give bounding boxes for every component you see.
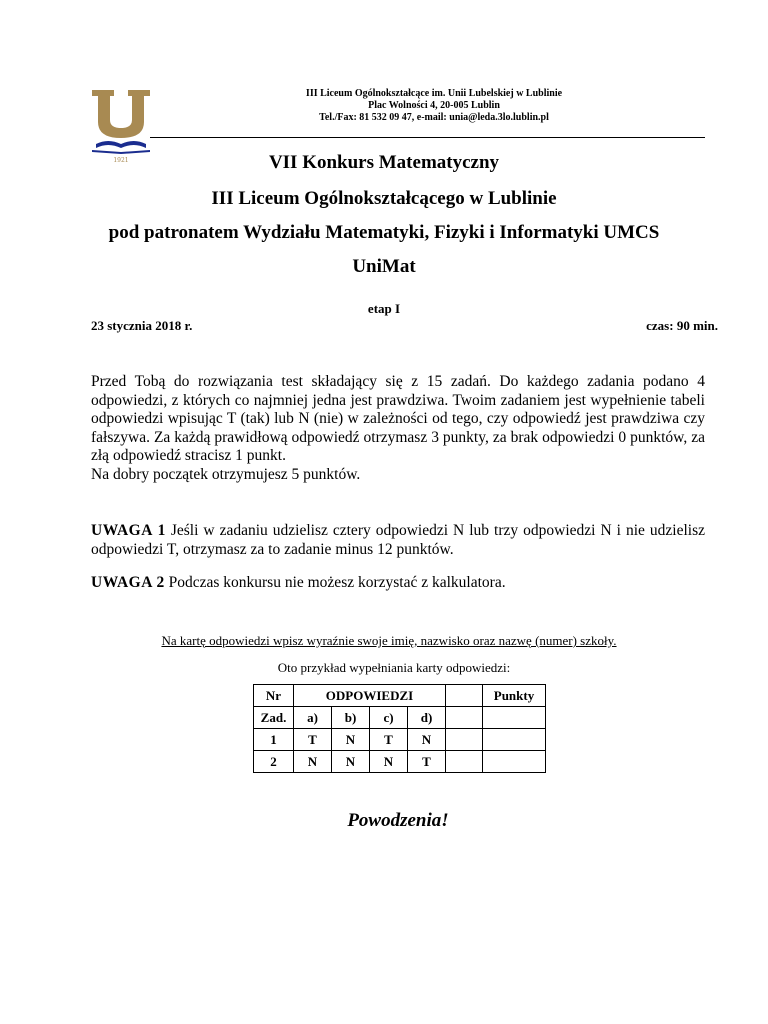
table-empty-cell [446, 685, 483, 707]
school-name: III Liceum Ogólnokształcące im. Unii Lubelskiej w Lublinie [305, 88, 563, 99]
contest-name: UniMat [352, 256, 416, 277]
table-header-row [254, 685, 546, 707]
table-subheader-a: a) [294, 707, 332, 729]
table-subheader-c: c) [370, 707, 408, 729]
school-contact: Tel./Fax: 81 532 09 47, e-mail: unia@leda.3lo.lublin.pl [319, 112, 549, 123]
table-header-points: Punkty [483, 685, 546, 707]
note-1-label: UWAGA 1 [91, 522, 166, 539]
contest-time: czas: 90 min. [646, 318, 718, 333]
note-2-label: UWAGA 2 [91, 574, 165, 591]
table-row [254, 729, 546, 751]
answer-card-instruction: Na kartę odpowiedzi wpisz wyraźnie swoje imię, nazwisko oraz nazwę (numer) szkoły. [161, 633, 617, 648]
table-cell-answer: N [332, 751, 370, 773]
table-cell-nr: 1 [254, 729, 294, 751]
answer-card-caption: Oto przykład wypełniania karty odpowiedzi: [277, 660, 511, 675]
table-empty-cell [446, 707, 483, 729]
note-2 [91, 574, 705, 593]
contest-date: 23 stycznia 2018 r. [91, 318, 193, 333]
note-1-text: Jeśli w zadaniu udzielisz cztery odpowiedzi N lub trzy odpowiedzi N i nie udzielisz odpowiedzi T, otrzymasz za to zadanie minus 12 punktów. [91, 522, 705, 558]
table-cell-answer: N [370, 751, 408, 773]
table-subheader-row [254, 707, 546, 729]
table-subheader-b: b) [332, 707, 370, 729]
table-cell-answer: T [370, 729, 408, 751]
table-header-task: Zad. [254, 707, 294, 729]
note-2-text: Podczas konkursu nie możesz korzystać z kalkulatora. [164, 574, 506, 591]
table-cell-answer: N [294, 751, 332, 773]
table-empty-cell [483, 707, 546, 729]
contest-school: III Liceum Ogólnokształcącego w Lublinie [211, 188, 557, 209]
table-empty-cell [483, 751, 546, 773]
instructions [91, 373, 705, 484]
table-subheader-d: d) [408, 707, 446, 729]
table-empty-cell [446, 729, 483, 751]
table-cell-answer: N [332, 729, 370, 751]
table-empty-cell [446, 751, 483, 773]
contest-stage: etap I [367, 301, 401, 316]
answer-card-table [253, 684, 546, 773]
good-luck-message: Powodzenia! [347, 810, 449, 831]
note-1 [91, 522, 705, 559]
instructions-start-points: Na dobry początek otrzymujesz 5 punktów. [91, 465, 361, 483]
contest-title: VII Konkurs Matematyczny [268, 152, 500, 173]
table-cell-answer: N [408, 729, 446, 751]
table-cell-answer: T [408, 751, 446, 773]
table-row [254, 751, 546, 773]
instructions-paragraph: Przed Tobą do rozwiązania test składający się z 15 zadań. Do każdego zadania podano 4 odpowiedzi, z których co najmniej jedna jest prawdziwa. Twoim zadaniem jest wypełnienie tabeli odpowiedzi wpisując T (tak) lub N (nie) w zależności od tego, czy odpowiedź jest prawdziwa czy fałszywa. Za każdą prawidłową odpowiedź otrzymasz 3 punkty, za brak odpowiedzi 0 punktów, za złą odpowiedź stracisz 1 punkt. [91, 373, 705, 464]
table-header-answers: ODPOWIEDZI [294, 685, 446, 707]
table-cell-nr: 2 [254, 751, 294, 773]
header-divider [150, 137, 705, 138]
table-empty-cell [483, 729, 546, 751]
contest-patronage: pod patronatem Wydziału Matematyki, Fizyki i Informatyki UMCS [108, 222, 660, 243]
logo-year: 1921 [113, 157, 129, 164]
table-cell-answer: T [294, 729, 332, 751]
table-header-nr: Nr [254, 685, 294, 707]
school-address: Plac Wolności 4, 20-005 Lublin [368, 100, 500, 111]
